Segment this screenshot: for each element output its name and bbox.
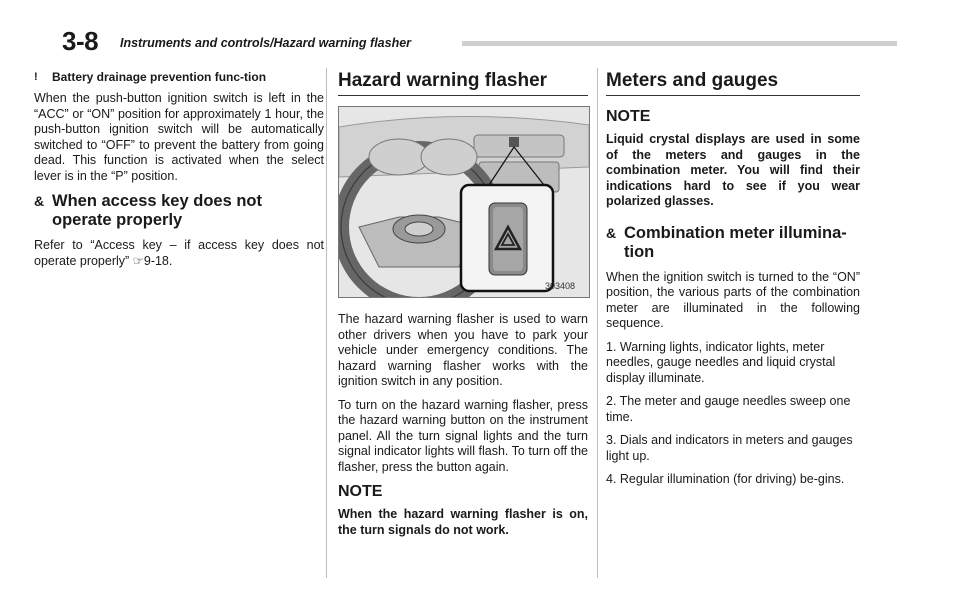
- note-text: When the hazard warning flasher is on, the turn signals do not work.: [338, 507, 588, 537]
- note-heading: NOTE: [338, 483, 383, 500]
- figure-id: 303408: [544, 281, 575, 291]
- subsection-heading: [34, 192, 324, 230]
- paragraph: When the ignition switch is turned to the “ON” position, the various parts of the combination meter are illuminated in the following sequence.: [606, 269, 860, 330]
- hazard-button-figure: [338, 106, 590, 298]
- list-item: 4. Regular illumination (for driving) be-gins.: [606, 472, 845, 486]
- page-number: 3-8: [62, 26, 99, 56]
- sequence-list: [606, 340, 860, 488]
- section-title: Instruments and controls/Hazard warning flasher: [120, 36, 412, 50]
- column-left: [34, 70, 324, 277]
- list-item: 3. Dials and indicators in meters and gauges light up.: [606, 433, 853, 463]
- subsection-heading-text: When access key does not operate properly: [52, 192, 262, 229]
- column-divider: [597, 68, 598, 578]
- list-item: 2. The meter and gauge needles sweep one time.: [606, 394, 851, 424]
- paragraph: To turn on the hazard warning flasher, press the hazard warning button on the instrument panel. All the turn signal lights and the turn signal indicator lights will flash. To turn off the flasher, press the button again.: [338, 397, 588, 474]
- dashboard-illustration: [339, 107, 589, 297]
- section-heading: Meters and gauges: [606, 70, 860, 96]
- page-header: [62, 26, 897, 56]
- bullet-mark: !: [34, 71, 38, 83]
- header-rule: [462, 41, 897, 46]
- subsection-heading: [606, 224, 860, 262]
- paragraph: When the push-button ignition switch is left in the “ACC” or “ON” position for approximately 1 hour, the push-button ignition switch will be automatically switched to “OFF” to prevent the battery from going dead. This function is activated when the select lever is in the “P” position.: [34, 91, 324, 183]
- column-right: [606, 70, 860, 496]
- section-mark: &: [34, 193, 45, 209]
- note-text: Liquid crystal displays are used in some of the meters and gauges in the combination meter. You will find their indications hard to see if you wear polarized glasses.: [606, 132, 860, 208]
- column-divider: [326, 68, 327, 578]
- bullet-heading: [34, 70, 324, 84]
- paragraph: The hazard warning flasher is used to warn other drivers when you have to park your vehicle under emergency conditions. The hazard warning flasher works with the ignition switch in any position.: [338, 312, 588, 388]
- section-mark: &: [606, 224, 617, 241]
- column-middle: [338, 70, 588, 546]
- list-item: 1. Warning lights, indicator lights, meter needles, gauge needles and liquid crystal display illuminate.: [606, 339, 836, 385]
- subsection-heading-text: Combination meter illumina-tion: [624, 223, 847, 261]
- bullet-heading-text: Battery drainage prevention func-tion: [52, 70, 267, 84]
- paragraph: Refer to “Access key – if access key does not operate properly” ☞9-18.: [34, 238, 324, 268]
- note-heading: NOTE: [606, 108, 651, 125]
- section-heading: Hazard warning flasher: [338, 70, 588, 96]
